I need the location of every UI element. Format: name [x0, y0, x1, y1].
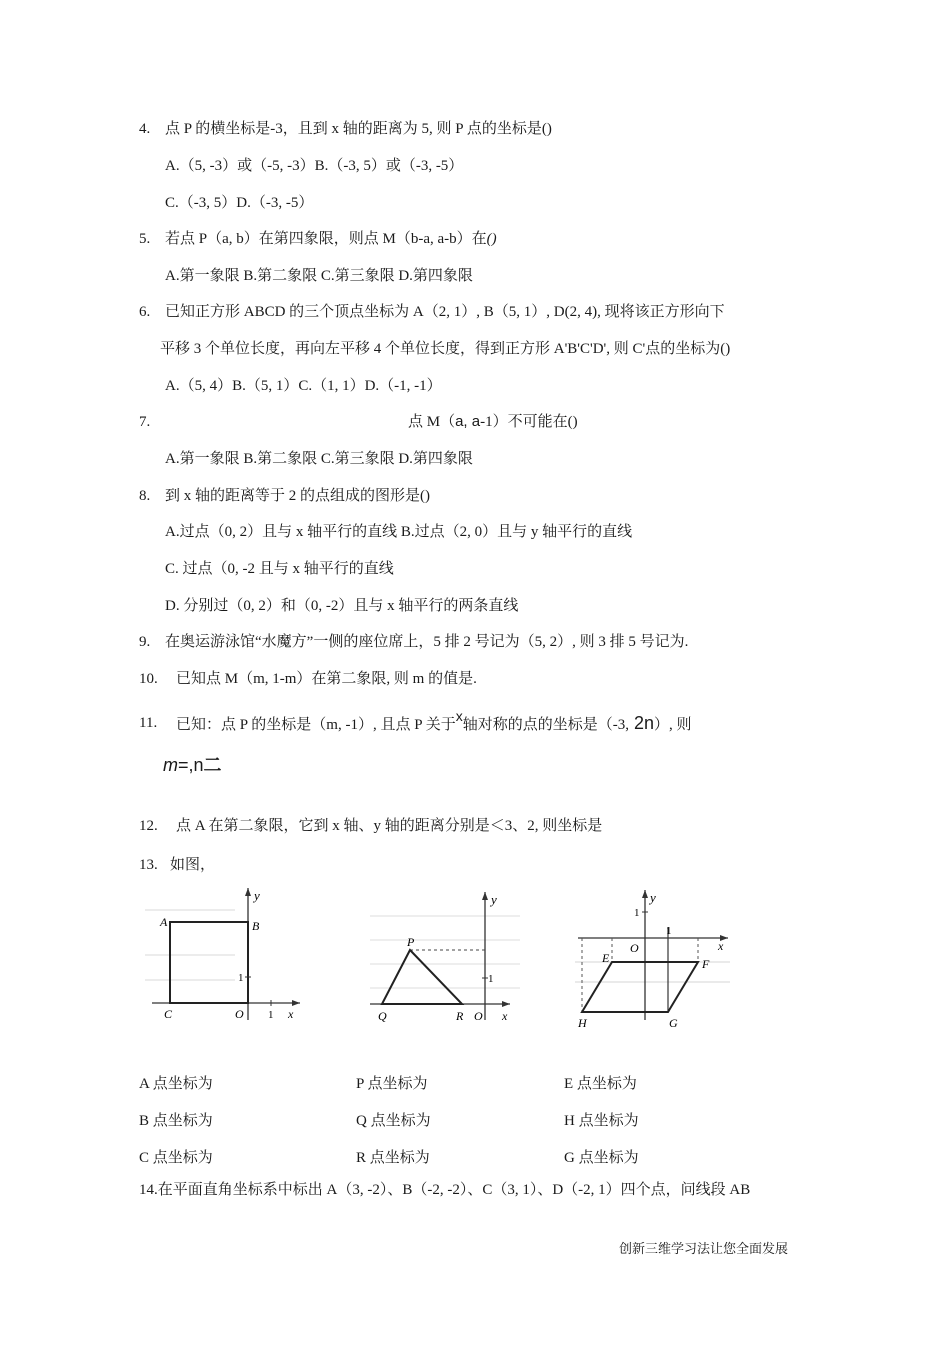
figure-3-tick-label-y: 1 — [634, 907, 640, 919]
q6-stem-line1: 已知正方形 ABCD 的三个顶点坐标为 A（2, 1）, B（5, 1）, D(2, 4), 现将该正方形向下 — [165, 304, 725, 320]
figure-3-label-G: G — [669, 1016, 678, 1030]
label-A-coordinate: A 点坐标为 — [139, 1076, 213, 1092]
figure-2-label-O: O — [474, 1009, 483, 1023]
q8-option-d: D. 分别过（0, 2）和（0, -2）且与 x 轴平行的两条直线 — [165, 598, 519, 614]
q4-stem: 点 P 的横坐标是-3，且到 x 轴的距离为 5, 则 P 点的坐标是() — [165, 121, 552, 137]
q8-option-c: C. 过点（0, -2 且与 x 轴平行的直线 — [165, 561, 394, 577]
q6-stem-line2: 平移 3 个单位长度，再向左平移 4 个单位长度，得到正方形 A'B'C'D', 则 C'点的坐标为() — [160, 341, 731, 357]
figure-1-label-A: A — [160, 915, 168, 929]
figure-2-label-P: P — [407, 935, 415, 949]
q11-stem-2n: 2n — [629, 713, 655, 733]
label-G-coordinate: G 点坐标为 — [564, 1150, 639, 1166]
label-E-coordinate: E 点坐标为 — [564, 1076, 637, 1092]
figure-1-label-O: O — [235, 1007, 244, 1021]
q13-number: 13. — [139, 857, 158, 873]
figure-3-label-F: F — [702, 957, 710, 971]
figure-2-y-label: y — [491, 892, 497, 907]
figure-2-tick-label-y: 1 — [488, 973, 494, 985]
label-P-coordinate: P 点坐标为 — [356, 1076, 428, 1092]
figure-2-label-Q: Q — [378, 1009, 387, 1023]
figure-3-parallelogram — [582, 962, 698, 1012]
figure-1-tick-label-y: 1 — [238, 972, 244, 984]
q4-options-cd: C.（-3, 5）D.（-3, -5） — [165, 195, 314, 211]
q11-m: m — [163, 755, 178, 775]
figure-3 — [570, 882, 740, 1032]
q6-number: 6. — [139, 304, 151, 320]
q7-options: A.第一象限 B.第二象限 C.第三象限 D.第四象限 — [165, 451, 473, 467]
q11-stem-a: 已知：点 P 的坐标是（m, -1）, 且点 P 关于 — [176, 717, 456, 733]
q7-stem-a: 点 M（ — [408, 414, 456, 430]
q14-stem: 14.在平面直角坐标系中标出 A（3, -2）、B（-2, -2）、C（3, 1）、D（-2, 1）四个点，问线段 AB — [139, 1182, 751, 1198]
figure-2-x-arrow — [502, 1001, 510, 1007]
figure-1 — [140, 880, 310, 1030]
q8-options-ab: A.过点（0, 2）且与 x 轴平行的直线 B.过点（2, 0）且与 y 轴平行的直线 — [165, 524, 633, 540]
q10-stem: 已知点 M（m, 1-m）在第二象限, 则 m 的值是. — [176, 671, 477, 687]
figure-1-tick-label-x: 1 — [268, 1009, 274, 1021]
q8-stem: 到 x 轴的距离等于 2 的点组成的图形是() — [165, 488, 430, 504]
q11-stem-c: ）, 则 — [654, 717, 692, 733]
q4-number: 4. — [139, 121, 151, 137]
figure-2-x-label: x — [502, 1009, 508, 1023]
figure-1-x-label: x — [288, 1007, 294, 1021]
q10-number: 10. — [139, 671, 158, 687]
figure-3-label-H: H — [578, 1016, 587, 1030]
q5-number: 5. — [139, 231, 151, 247]
figure-1-rectangle — [170, 922, 248, 1003]
figure-3-label-E: E — [602, 951, 610, 965]
figure-2 — [360, 880, 530, 1030]
q5-stem-paren: () — [486, 231, 497, 247]
figure-2-background-noise — [370, 916, 520, 988]
figure-3-x-label: x — [718, 939, 724, 953]
q11-equals-n: =,n — [178, 755, 204, 775]
figure-1-label-C: C — [164, 1007, 173, 1021]
figure-1-label-B: B — [252, 919, 260, 933]
figure-1-x-arrow — [292, 1000, 300, 1006]
figure-3-tick-label-x: 1 — [666, 925, 672, 937]
q7-stem-c: -1）不可能在() — [480, 414, 578, 430]
label-H-coordinate: H 点坐标为 — [564, 1113, 639, 1129]
label-B-coordinate: B 点坐标为 — [139, 1113, 213, 1129]
q12-stem: 点 A 在第二象限，它到 x 轴、y 轴的距离分别是＜3、2, 则坐标是 — [176, 818, 603, 834]
figure-2-triangle — [382, 950, 462, 1004]
figure-3-y-arrow — [642, 890, 648, 898]
figure-1-background-noise — [145, 910, 235, 980]
label-R-coordinate: R 点坐标为 — [356, 1150, 430, 1166]
q11-answer-line — [163, 755, 222, 775]
q7-stem — [408, 412, 578, 432]
label-C-coordinate: C 点坐标为 — [139, 1150, 213, 1166]
q11-x-superscript: x — [455, 708, 463, 724]
q11-number: 11. — [139, 715, 158, 731]
page-footer: 创新三维学习法让您全面发展 — [619, 1241, 789, 1256]
q11-stem-b: 轴对称的点的坐标是（-3, — [462, 717, 629, 733]
q7-number: 7. — [139, 414, 151, 430]
q11-er: 二 — [203, 755, 222, 775]
q6-options: A.（5, 4）B.（5, 1）C.（1, 1）D.（-1, -1） — [165, 378, 442, 394]
q9-number: 9. — [139, 634, 151, 650]
label-Q-coordinate: Q 点坐标为 — [356, 1113, 431, 1129]
figure-3-label-O: O — [630, 941, 639, 955]
q5-stem-text: 若点 P（a, b）在第四象限，则点 M（b-a, a-b）在 — [165, 231, 487, 247]
figure-1-y-label: y — [254, 888, 260, 903]
figure-2-label-R: R — [456, 1009, 464, 1023]
q4-options-ab: A.（5, -3）或（-5, -3）B.（-3, 5）或（-3, -5） — [165, 158, 464, 174]
q9-stem: 在奥运游泳馆“水魔方”一侧的座位席上，5 排 2 号记为（5, 2）, 则 3 排 5 号记为. — [165, 634, 689, 650]
figure-2-y-arrow — [482, 892, 488, 900]
q8-number: 8. — [139, 488, 151, 504]
figure-3-y-label: y — [650, 890, 656, 905]
figure-1-y-arrow — [245, 888, 251, 896]
q7-stem-b: a, a — [455, 413, 481, 430]
q5-options: A.第一象限 B.第二象限 C.第三象限 D.第四象限 — [165, 268, 473, 284]
q5-stem — [165, 229, 497, 249]
q13-stem: 如图， — [170, 857, 216, 873]
q11-stem — [176, 708, 692, 735]
q12-number: 12. — [139, 818, 158, 834]
